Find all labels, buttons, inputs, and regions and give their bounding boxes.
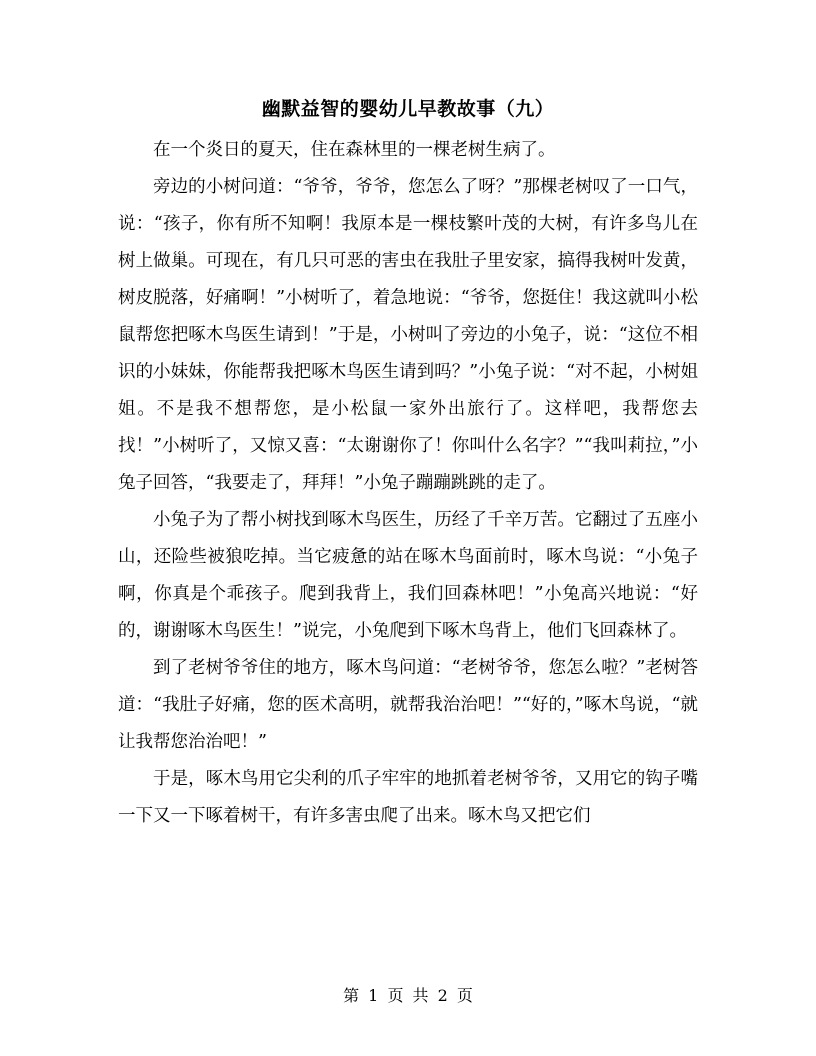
page-number-footer: 第 1 页 共 2 页 [343, 986, 473, 1005]
document-title: 幽默益智的婴幼儿早教故事（九） [261, 98, 555, 120]
paragraph-4: 到了老树爷爷住的地方，啄木鸟问道：“老树爷爷，您怎么啦？”老树答道：“我肚子好痛，您的医术高明，就帮我治治吧！”“好的，”啄木鸟说，“就让我帮您治治吧！” [118, 658, 698, 752]
paragraph-5: 于是，啄木鸟用它尖利的爪子牢牢的地抓着老树爷爷，又用它的钩子嘴一下又一下啄着树干，有许多害虫爬了出来。啄木鸟又把它们 [118, 769, 698, 826]
paragraph-3: 小兔子为了帮小树找到啄木鸟医生，历经了千辛万苦。它翻过了五座小山，还险些被狼吃掉。当它疲惫的站在啄木鸟面前时，啄木鸟说：“小兔子啊，你真是个乖孩子。爬到我背上，我们回森林吧！”小兔高兴地说：“好的，谢谢啄木鸟医生！”说完，小兔爬到下啄木鸟背上，他们飞回森林了。 [118, 510, 698, 641]
paragraph-2: 旁边的小树问道：“爷爷，爷爷，您怎么了呀？”那棵老树叹了一口气，说：“孩子，你有所不知啊！我原本是一棵枝繁叶茂的大树，有许多鸟儿在树上做巢。可现在，有几只可恶的害虫在我肚子里安家，搞得我树叶发黄，树皮脱落，好痛啊！”小树听了，着急地说：“爷爷，您挺住！我这就叫小松鼠帮您把啄木鸟医生请到！”于是，小树叫了旁边的小兔子，说：“这位不相识的小妹妹，你能帮我把啄木鸟医生请到吗？”小兔子说：“对不起，小树姐姐。不是我不想帮您，是小松鼠一家外出旅行了。这样吧，我帮您去找！”小树听了，又惊又喜：“太谢谢你了！你叫什么名字？”“我叫莉拉，”小兔子回答，“我要走了，拜拜！”小兔子蹦蹦跳跳的走了。 [118, 177, 698, 493]
document-body [118, 132, 698, 835]
paragraph-1: 在一个炎日的夏天，住在森林里的一棵老树生病了。 [153, 140, 556, 160]
